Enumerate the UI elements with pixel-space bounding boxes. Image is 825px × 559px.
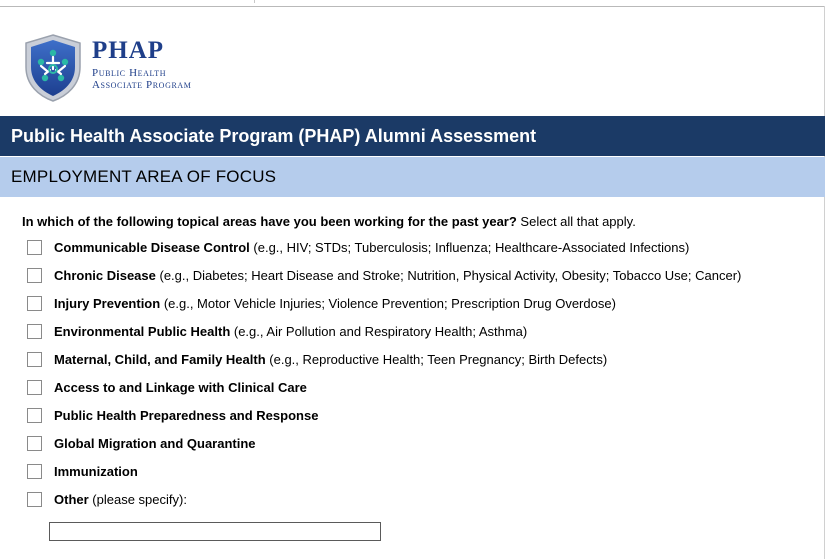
option-label: Global Migration and Quarantine (54, 436, 256, 451)
option-injury-prevention[interactable] (27, 294, 787, 314)
logo-name-line2: Associate Program (92, 79, 192, 91)
option-detail: (please specify): (88, 492, 187, 507)
option-detail: (e.g., Reproductive Health; Teen Pregnancy; Birth Defects) (265, 352, 608, 367)
option-clinical-care[interactable] (27, 378, 787, 398)
frame-tick (254, 0, 255, 3)
option-label: Injury Prevention (54, 296, 161, 311)
option-label: Public Health Preparedness and Response (54, 408, 319, 423)
option-detail: (e.g., Motor Vehicle Injuries; Violence Prevention; Prescription Drug Overdose) (160, 296, 616, 311)
survey-title-bar (0, 116, 825, 156)
checkbox[interactable] (27, 492, 42, 507)
survey-title: Public Health Associate Program (PHAP) Alumni Assessment (11, 126, 537, 146)
checkbox[interactable] (27, 408, 42, 423)
option-immunization[interactable] (27, 462, 787, 482)
question-instruction: Select all that apply. (516, 214, 636, 229)
other-specify-input[interactable] (49, 522, 381, 541)
option-global-migration[interactable] (27, 434, 787, 454)
checkbox[interactable] (27, 324, 42, 339)
option-chronic-disease[interactable] (27, 266, 787, 286)
option-label: Immunization (54, 464, 138, 479)
option-detail: (e.g., HIV; STDs; Tuberculosis; Influenza; Healthcare-Associated Infections) (249, 240, 690, 255)
option-label: Maternal, Child, and Family Health (54, 352, 266, 367)
logo-wordmark (92, 38, 191, 91)
section-header (0, 157, 825, 197)
checkbox[interactable] (27, 240, 42, 255)
section-title: EMPLOYMENT AREA OF FOCUS (11, 167, 277, 186)
option-maternal-child-family[interactable] (27, 350, 787, 370)
option-label: Environmental Public Health (54, 324, 231, 339)
option-other[interactable] (27, 490, 787, 510)
checkbox[interactable] (27, 268, 42, 283)
window-top-frame (0, 0, 825, 7)
logo-name-line1: Public Health (92, 67, 167, 79)
option-detail: (e.g., Air Pollution and Respiratory Health; Asthma) (230, 324, 528, 339)
checkbox[interactable] (27, 352, 42, 367)
checkbox[interactable] (27, 296, 42, 311)
option-detail: (e.g., Diabetes; Heart Disease and Stroke; Nutrition, Physical Activity, Obesity; Tobacco Use; Cancer) (155, 268, 742, 283)
checkbox[interactable] (27, 464, 42, 479)
option-label: Chronic Disease (54, 268, 156, 283)
option-environmental-health[interactable] (27, 322, 787, 342)
phap-logo (22, 33, 222, 105)
shield-logo-icon (22, 33, 84, 103)
question-text: In which of the following topical areas have you been working for the past year? (22, 214, 517, 229)
option-preparedness[interactable] (27, 406, 787, 426)
option-label: Communicable Disease Control (54, 240, 250, 255)
question-prompt (22, 214, 636, 229)
option-label: Access to and Linkage with Clinical Care (54, 380, 307, 395)
checkbox[interactable] (27, 436, 42, 451)
option-label: Other (54, 492, 89, 507)
logo-abbr: PHAP (92, 37, 165, 64)
option-communicable-disease[interactable] (27, 238, 787, 258)
checkbox[interactable] (27, 380, 42, 395)
